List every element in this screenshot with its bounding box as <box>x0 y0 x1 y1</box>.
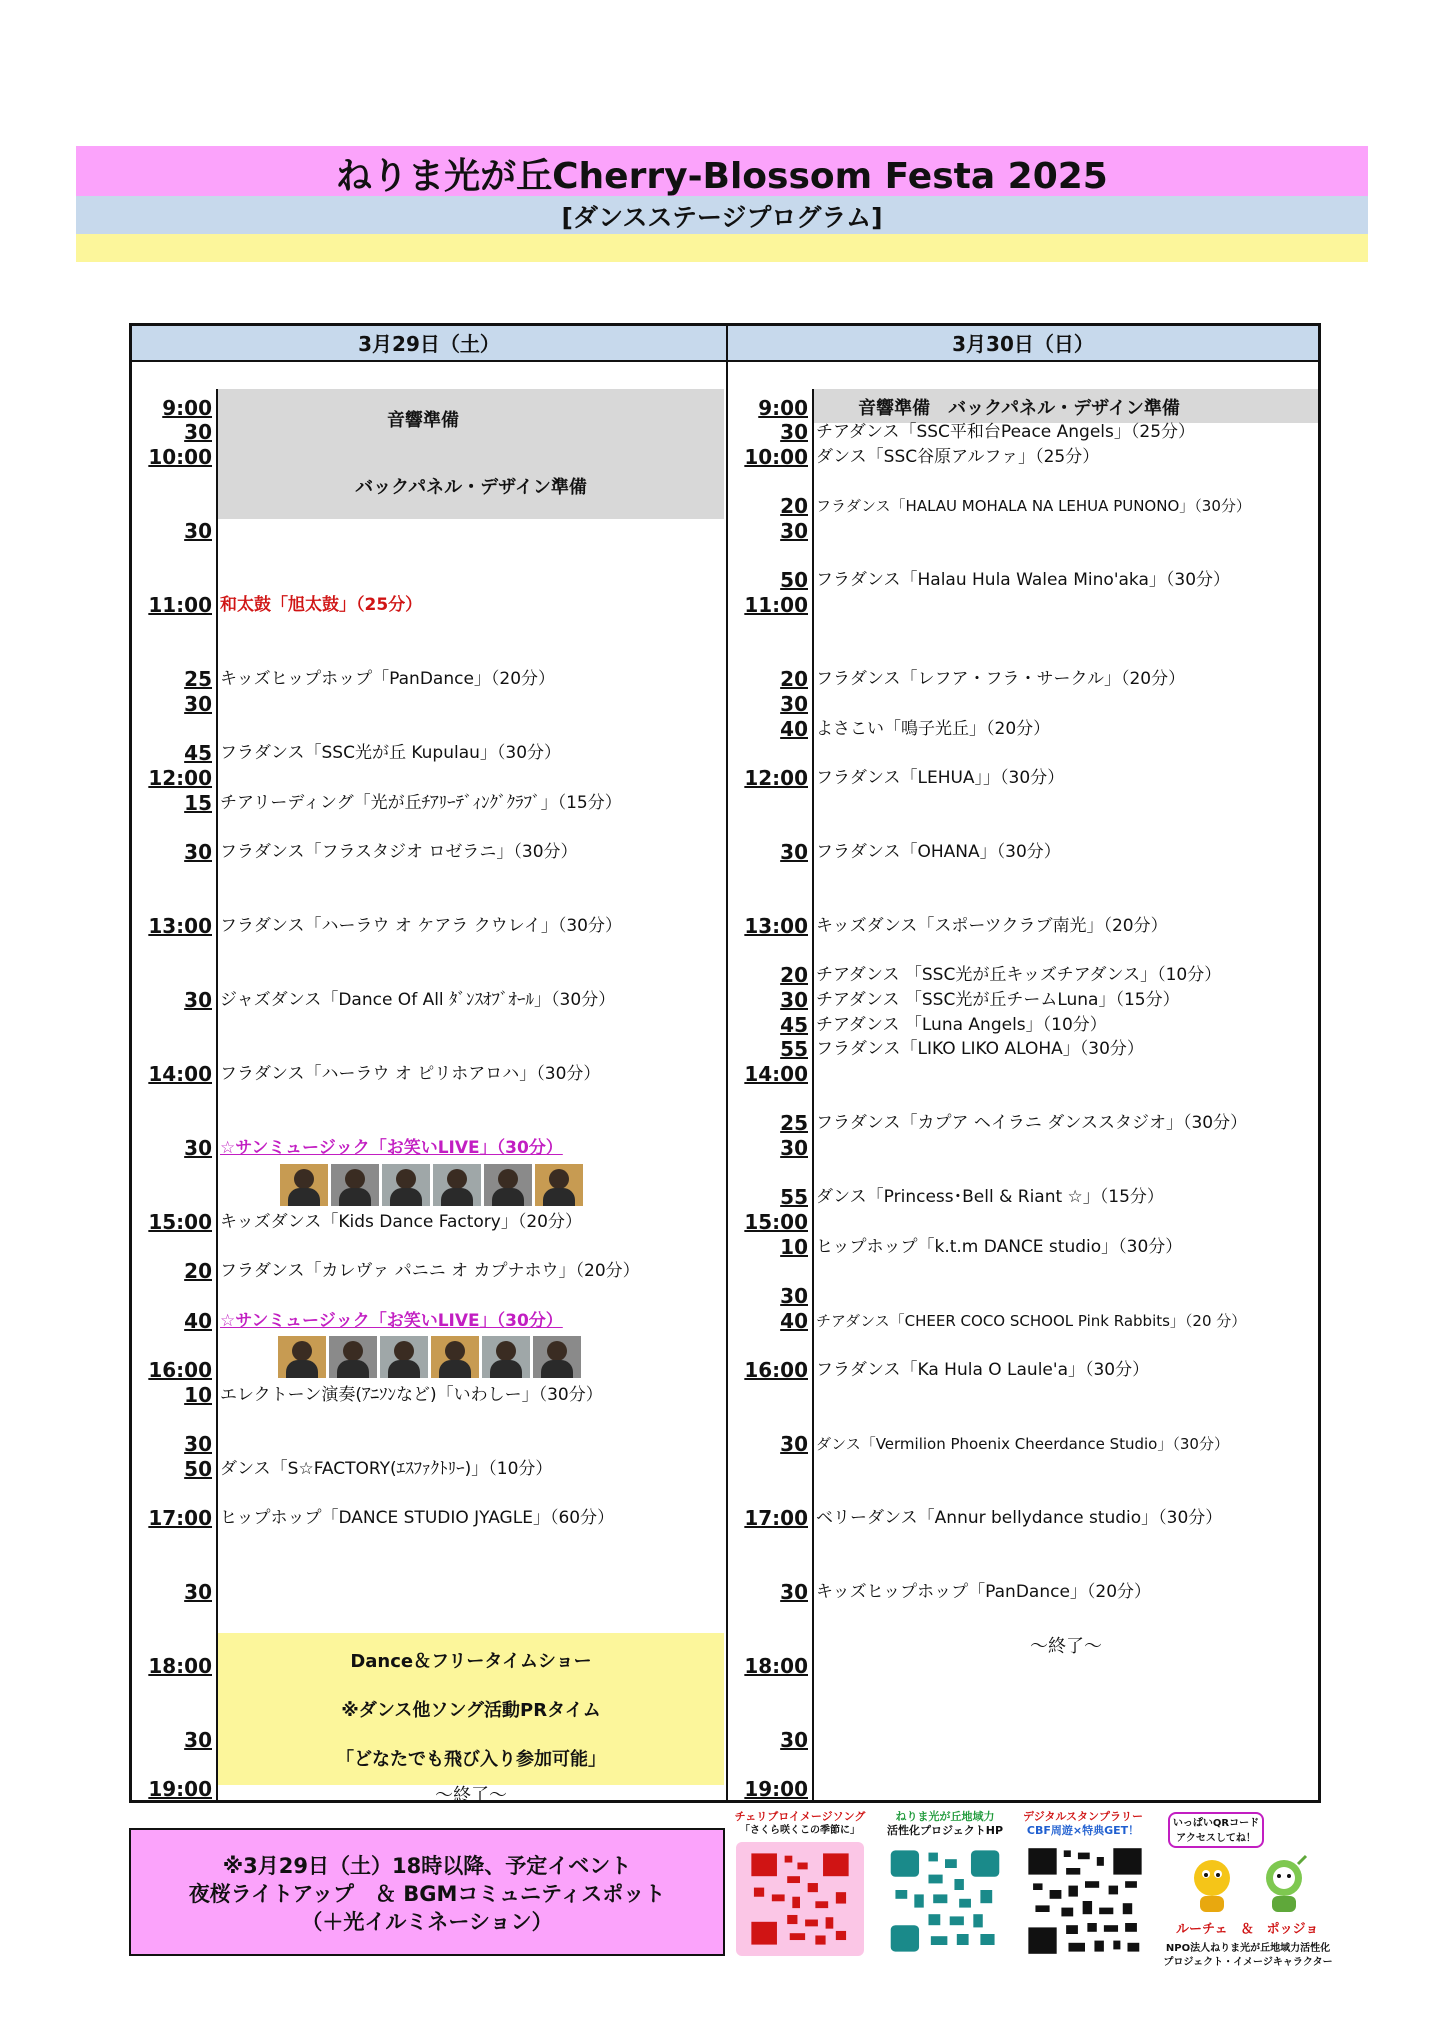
comedian-photo <box>380 1336 428 1378</box>
comedian-photo <box>278 1336 326 1378</box>
title-band-yellow <box>76 234 1368 262</box>
speech-bubble <box>1168 1812 1264 1848</box>
qr-code-icon <box>736 1842 864 1956</box>
day1-time: 25 <box>184 667 212 691</box>
day2-event: ヒップホップ「k.t.m DANCE studio」（30分） <box>816 1237 1183 1257</box>
day1-event: フラダンス「ハーラウ オ ケアラ クウレイ」（30分） <box>220 916 622 936</box>
qr-stamp-caption1: デジタルスタンプラリー <box>1022 1810 1143 1823</box>
comedian-photo <box>482 1336 530 1378</box>
day2-time: 50 <box>780 568 808 592</box>
day1-event: ジャズダンス「Dance Of All ﾀﾞﾝｽｵﾌﾞｵｰﾙ」（30分） <box>220 990 616 1010</box>
comedian-photo <box>484 1164 532 1206</box>
day2-time: 20 <box>780 667 808 691</box>
day2-time: 17:00 <box>744 1506 808 1530</box>
day2-event: ベリーダンス「Annur bellydance studio」（30分） <box>816 1508 1223 1528</box>
day2-event: ダンス「SSC谷原アルファ」（25分） <box>816 447 1100 467</box>
day1-time: 30 <box>184 1432 212 1456</box>
day1-event: フラダンス「ハーラウ オ ピリホアロハ」（30分） <box>220 1064 601 1084</box>
day2-time: 30 <box>780 1728 808 1752</box>
day1-time: 13:00 <box>148 914 212 938</box>
comedian-photo <box>433 1164 481 1206</box>
day1-event: エレクトーン演奏(ｱﾆｿﾝなど)「いわしー」（30分） <box>220 1385 603 1405</box>
day1-time: 30 <box>184 1136 212 1160</box>
schedule-table <box>129 323 1321 1806</box>
qr-hp-caption2: 活性化プロジェクトHP <box>886 1824 1004 1837</box>
day1-time: 10:00 <box>148 445 212 469</box>
day1-time: 18:00 <box>148 1654 212 1678</box>
day2-event: チアダンス 「SSC光が丘キッズチアダンス」（10分） <box>816 965 1222 985</box>
day1-time: 15 <box>184 791 212 815</box>
day2-event: よさこい「鳴子光丘」（20分） <box>816 719 1051 739</box>
day1-event: 和太鼓「旭太鼓」（25分） <box>220 595 423 615</box>
day1-comedy-link[interactable]: ☆サンミュージック「お笑いLIVE」（30分） <box>220 1311 563 1331</box>
day2-event: チアダンス「CHEER COCO SCHOOL Pink Rabbits」（20 分） <box>816 1312 1247 1330</box>
notice-line3: （＋光イルミネーション） <box>301 1910 553 1934</box>
qr-hp <box>878 1810 1012 1838</box>
day2-prep: 音響準備 バックパネル・デザイン準備 <box>858 398 1180 419</box>
day2-time: 30 <box>780 1580 808 1604</box>
day2-time: 55 <box>780 1185 808 1209</box>
day2-event: フラダンス「LIKO LIKO ALOHA」（30分） <box>816 1039 1144 1059</box>
day2-time: 40 <box>780 717 808 741</box>
day2-event: フラダンス「Ka Hula O Laule'a」（30分） <box>816 1360 1150 1380</box>
day1-time: 16:00 <box>148 1358 212 1382</box>
day1-event: ヒップホップ「DANCE STUDIO JYAGLE」（60分） <box>220 1508 615 1528</box>
day1-event: キッズヒップホップ「PanDance」（20分） <box>220 669 556 689</box>
bubble-line2: アクセスしてね！ <box>1176 1833 1256 1844</box>
day2-event: フラダンス「OHANA」（30分） <box>816 842 1061 862</box>
qr-song <box>730 1810 870 1838</box>
day2-time: 20 <box>780 963 808 987</box>
npo-line1: NPO法人ねりま光が丘地域力活性化 <box>1165 1943 1331 1954</box>
day1-event: フラダンス「フラスタジオ ロゼラニ」（30分） <box>220 842 578 862</box>
notice-line1: ※3月29日（土）18時以降、予定イベント <box>222 1854 632 1878</box>
npo-caption <box>1148 1942 1348 1970</box>
day1-time: 30 <box>184 420 212 444</box>
day2-time: 40 <box>780 1309 808 1333</box>
day2-time: 19:00 <box>744 1777 808 1801</box>
qr-song-caption1: チェリブロイメージソング <box>734 1810 866 1823</box>
day2-time: 30 <box>780 988 808 1012</box>
day1-time: 30 <box>184 988 212 1012</box>
qr-stamp-caption2: CBF周遊×特典GET！ <box>1026 1824 1140 1837</box>
day1-time: 17:00 <box>148 1506 212 1530</box>
day2-time: 13:00 <box>744 914 808 938</box>
column-divider <box>726 326 728 1800</box>
qr-hp-caption1: ねりま光が丘地域力 <box>895 1810 995 1823</box>
qr-stamp <box>1016 1810 1150 1838</box>
day1-header: 3月29日（土） <box>132 326 726 362</box>
day1-comedy-link[interactable]: ☆サンミュージック「お笑いLIVE」（30分） <box>220 1138 563 1158</box>
day2-event: フラダンス「レフア・フラ・サークル」（20分） <box>816 669 1186 689</box>
day1-event: ダンス「S☆FACTORY(ｴｽﾌｧｸﾄﾘｰ)」（10分） <box>220 1459 553 1479</box>
comedian-photo <box>535 1164 583 1206</box>
comedian-photo <box>533 1336 581 1378</box>
day2-time: 14:00 <box>744 1062 808 1086</box>
day2-time: 10:00 <box>744 445 808 469</box>
day2-time: 30 <box>780 840 808 864</box>
day1-event: フラダンス「カレヴァ パニニ オ カプナホウ」（20分） <box>220 1261 640 1281</box>
qr-code-icon <box>886 1846 1004 1956</box>
day2-event: キッズダンス「スポーツクラブ南光」（20分） <box>816 916 1168 936</box>
qr-hp-code[interactable] <box>886 1846 1004 1956</box>
comedian-photo <box>382 1164 430 1206</box>
day1-time: 30 <box>184 840 212 864</box>
day2-time: 30 <box>780 692 808 716</box>
day2-event: ダンス「Vermilion Phoenix Cheerdance Studio」（30分） <box>816 1435 1229 1453</box>
day1-time: 12:00 <box>148 766 212 790</box>
evening-notice <box>129 1828 725 1956</box>
day1-time: 45 <box>184 741 212 765</box>
day2-time: 10 <box>780 1235 808 1259</box>
bubble-line1: いっぱいQRコード <box>1172 1818 1260 1829</box>
day2-time-divider <box>812 389 814 1800</box>
day2-header: 3月30日（日） <box>726 326 1318 362</box>
mascot-characters-icon <box>1172 1854 1332 1918</box>
day1-time: 14:00 <box>148 1062 212 1086</box>
day2-time: 20 <box>780 494 808 518</box>
day1-time: 30 <box>184 1580 212 1604</box>
day1-prep-sound: 音響準備 <box>387 410 459 431</box>
day2-event: ダンス「Princess･Bell & Riant ☆」（15分） <box>816 1187 1164 1207</box>
day1-evening-line3: 「どなたでも飛び入り参加可能」 <box>336 1749 606 1770</box>
day2-time: 30 <box>780 519 808 543</box>
day2-event: フラダンス「Halau Hula Walea Mino'aka」（30分） <box>816 570 1231 590</box>
day2-time: 11:00 <box>744 593 808 617</box>
qr-song-code[interactable] <box>736 1842 864 1956</box>
comedian-photo <box>331 1164 379 1206</box>
day1-prep-panel: バックパネル・デザイン準備 <box>355 477 587 498</box>
day1-end: ～終了～ <box>435 1785 507 1806</box>
day2-time: 55 <box>780 1037 808 1061</box>
day1-event: チアリーディング「光が丘ﾁｱﾘｰﾃﾞｨﾝｸﾞｸﾗﾌﾞ」（15分） <box>220 793 622 813</box>
day2-end: ～終了～ <box>1030 1636 1102 1657</box>
day1-time: 30 <box>184 519 212 543</box>
day1-time: 11:00 <box>148 593 212 617</box>
day2-event: キッズヒップホップ「PanDance」（20分） <box>816 1582 1152 1602</box>
day2-time: 45 <box>780 1013 808 1037</box>
day2-time: 30 <box>780 1136 808 1160</box>
day1-time: 15:00 <box>148 1210 212 1234</box>
day1-time: 30 <box>184 692 212 716</box>
page-subtitle: [ダンスステージプログラム] <box>561 203 883 232</box>
comedian-photo <box>329 1336 377 1378</box>
day2-time: 30 <box>780 420 808 444</box>
day2-event: チアダンス 「SSC光が丘チームLuna」（15分） <box>816 990 1180 1010</box>
day1-evening-line2: ※ダンス他ソング活動PRタイム <box>341 1700 601 1721</box>
day2-time: 18:00 <box>744 1654 808 1678</box>
qr-code-icon <box>1026 1846 1144 1956</box>
qr-song-caption2: 「さくら咲くこの季節に」 <box>740 1825 860 1836</box>
day1-event: フラダンス「SSC光が丘 Kupulau」（30分） <box>220 743 562 763</box>
day1-time: 9:00 <box>162 396 212 420</box>
day2-event: フラダンス「LEHUA」」（30分） <box>816 768 1065 788</box>
day2-time: 16:00 <box>744 1358 808 1382</box>
day2-time: 9:00 <box>758 396 808 420</box>
day1-event: キッズダンス「Kids Dance Factory」（20分） <box>220 1212 582 1232</box>
day2-time: 30 <box>780 1284 808 1308</box>
comedian-photo <box>280 1164 328 1206</box>
day1-time: 20 <box>184 1259 212 1283</box>
day2-time: 25 <box>780 1111 808 1135</box>
day1-time: 30 <box>184 1728 212 1752</box>
day2-time: 30 <box>780 1432 808 1456</box>
day2-event: フラダンス「HALAU MOHALA NA LEHUA PUNONO」（30分） <box>816 497 1251 515</box>
day2-time: 12:00 <box>744 766 808 790</box>
day2-event: フラダンス「カプア ヘイラニ ダンススタジオ」（30分） <box>816 1113 1248 1133</box>
comedian-photos <box>278 1336 581 1378</box>
day1-time-divider <box>216 389 218 1800</box>
day1-time: 10 <box>184 1383 212 1407</box>
day1-time: 40 <box>184 1309 212 1333</box>
character-names: ルーチェ ＆ ポッジョ <box>1176 1922 1319 1937</box>
day1-time: 19:00 <box>148 1777 212 1801</box>
comedian-photos <box>280 1164 583 1206</box>
day2-time: 15:00 <box>744 1210 808 1234</box>
qr-stamp-code[interactable] <box>1026 1846 1144 1956</box>
notice-line2: 夜桜ライトアップ ＆ BGMコミュニティスポット <box>188 1882 666 1906</box>
day2-event: チアダンス「SSC平和台Peace Angels」（25分） <box>816 422 1196 442</box>
day1-evening-line1: Dance＆フリータイムショー <box>350 1651 592 1672</box>
day1-time: 50 <box>184 1457 212 1481</box>
page-title: ねりま光が丘Cherry-Blossom Festa 2025 <box>336 156 1108 197</box>
day2-event: チアダンス 「Luna Angels」（10分） <box>816 1015 1107 1035</box>
comedian-photo <box>431 1336 479 1378</box>
npo-line2: プロジェクト・イメージキャラクター <box>1163 1957 1333 1968</box>
